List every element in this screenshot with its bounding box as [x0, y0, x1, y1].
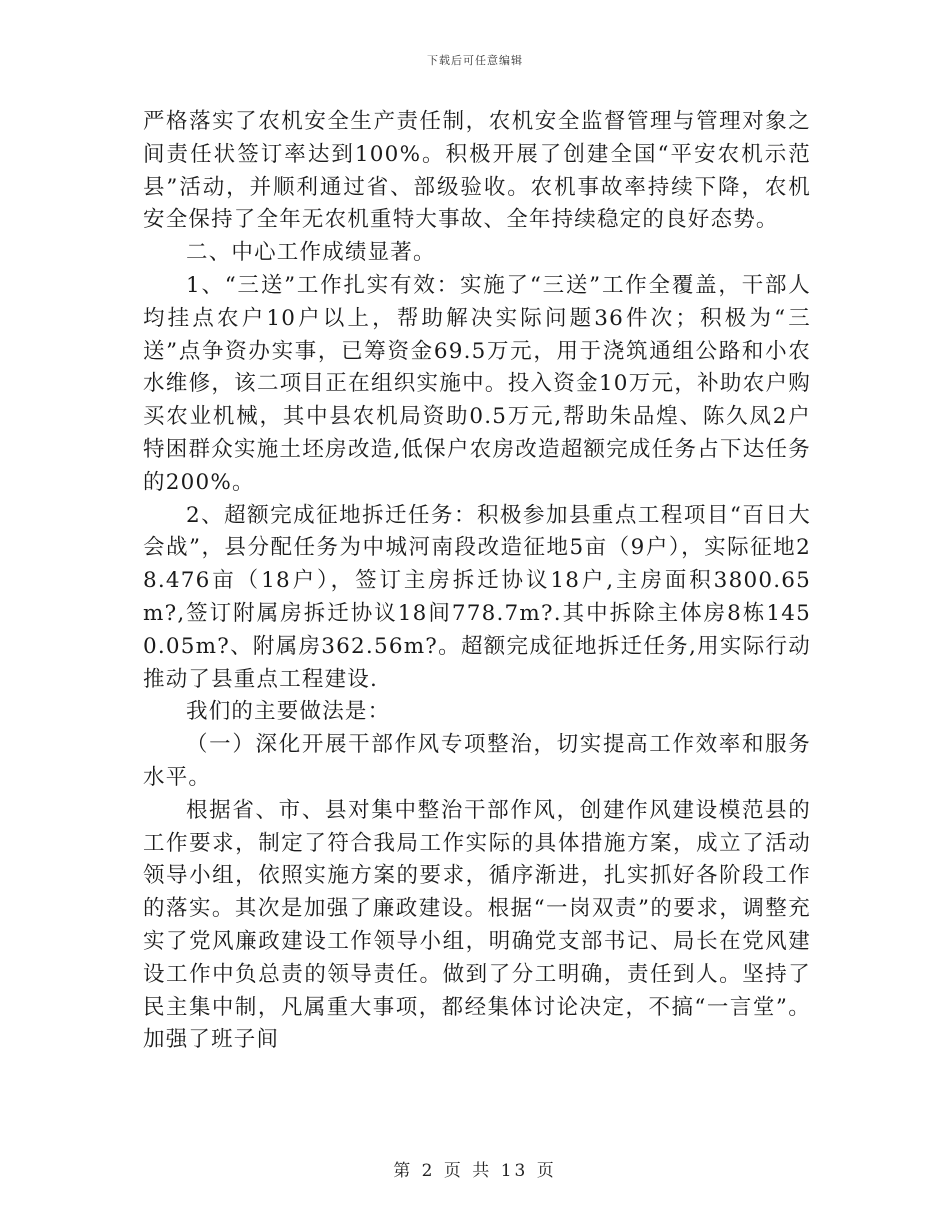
paragraph-4: 2、超额完成征地拆迁任务：积极参加县重点工程项目“百日大会战”，县分配任务为中城河南段改造征地5亩（9户），实际征地28.476亩（18户），签订主房拆迁协议18户,主房面积3800.65m?,签订附属房拆迁协议18间778.7m?.其中拆除主体房8栋1450.05m?、附属房362.56m?。超额完成征地拆迁任务,用实际行动推动了县重点工程建设.	[143, 502, 811, 692]
section-heading-2: 二、中心工作成绩显著。	[186, 240, 436, 266]
paragraph-7: 根据省、市、县对集中整治干部作风，创建作风建设模范县的工作要求，制定了符合我局工作实际的具体措施方案，成立了活动领导小组，依照实施方案的要求，循序渐进，扎实抓好各阶段工作的落实。其次是加强了廉政建设。根据“一岗双责”的要求，调整充实了党风廉政建设工作领导小组，明确党支部书记、局长在党风建设工作中负总责的领导责任。做到了分工明确，责任到人。坚持了民主集中制，凡属重大事项，都经集体讨论决定，不搞“一言堂”。加强了班子间	[143, 797, 811, 1053]
paragraph-3: 1、“三送”工作扎实有效：实施了“三送”工作全覆盖，干部人均挂点农户10户以上，帮助解决实际问题36件次；积极为“三送”点争资办实事，已筹资金69.5万元，用于浇筑通组公路和小农水维修，该二项目正在组织实施中。投入资金10万元，补助农户购买农业机械，其中县农机局资助0.5万元,帮助朱品煌、陈久凤2户特困群众实施土坯房改造,低保户农房改造超额完成任务占下达任务的200%。	[143, 272, 811, 495]
page-header: 下载后可任意编辑	[427, 54, 523, 67]
subsection-heading-1: （一）深化开展干部作风专项整治，切实提高工作效率和服务水平。	[143, 732, 811, 790]
paragraph-1: 严格落实了农机安全生产责任制，农机安全监督管理与管理对象之间责任状签订率达到100%。积极开展了创建全国“平安农机示范县”活动，并顺利通过省、部级验收。农机事故率持续下降，农机安全保持了全年无农机重特大事故、全年持续稳定的良好态势。	[143, 109, 811, 233]
document-body	[143, 106, 811, 1057]
paragraph-5: 我们的主要做法是：	[186, 699, 391, 725]
page-number: 第 2 页 共 13 页	[393, 1161, 557, 1181]
